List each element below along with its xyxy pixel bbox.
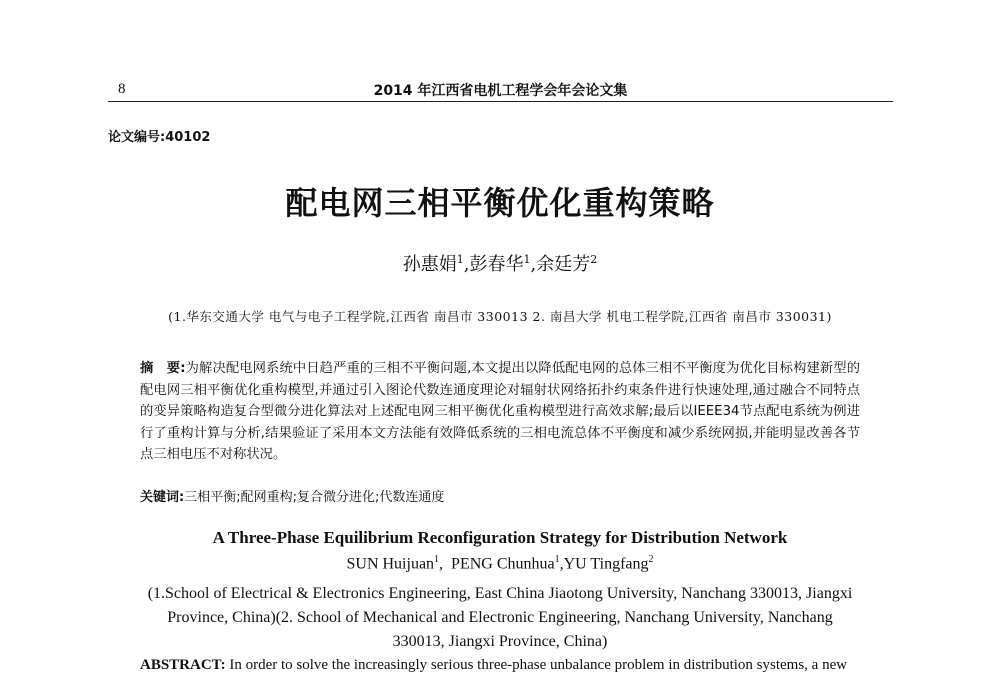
abstract-en — [140, 657, 860, 674]
paper-title-en: A Three-Phase Equilibrium Reconfiguration Strategy for Distribution Network — [212, 528, 788, 547]
author-affil-mark: 1 — [554, 554, 560, 565]
abstract-text-en: In order to solve the increasingly serious three-phase unbalance problem in distribution systems, a new — [229, 657, 848, 673]
journal-title: 2014 年江西省电机工程学会年会论文集 — [373, 83, 628, 99]
affiliation-cn: (1.华东交通大学 电气与电子工程学院,江西省 南昌市 330013 2. 南昌大学 机电工程学院,江西省 南昌市 330031) — [168, 309, 832, 324]
author-separator: , — [463, 254, 470, 275]
author-separator: , — [530, 254, 537, 275]
author-affil-mark: 2 — [590, 253, 598, 266]
author-affil-mark: 1 — [523, 253, 531, 266]
running-header — [108, 79, 893, 102]
abstract-label-cn: 摘 要: — [140, 361, 186, 376]
author-name: 彭春华 — [469, 254, 524, 275]
author-name: 余廷芳 — [536, 254, 591, 275]
author-name: 孙惠娟 — [402, 254, 457, 275]
author-affil-mark: 1 — [456, 253, 464, 266]
author-affil-mark: 1 — [434, 554, 440, 565]
author-name-en: SUN Huijuan — [346, 555, 435, 573]
abstract-cn — [140, 358, 860, 466]
abstract-label-en: ABSTRACT: — [140, 657, 226, 673]
authors-en: SUN Huijuan$^1$, PENG Chunhua$^1$,YU Tingfang$^2$ — [346, 554, 654, 573]
authors-cn — [0, 250, 1000, 276]
keywords-cn — [140, 486, 444, 505]
affiliation-en: (1.School of Electrical & Electronics Engineering, East China Jiaotong University, Nanchang 330013, Jiangxi Province, China)(2. School of Mechanical and Electronic Engineering, Nanchang University, Nanchang 330013, Jiangxi Province, China) — [147, 585, 853, 650]
paper-title-cn: 配电网三相平衡优化重构策略 — [285, 184, 715, 222]
keywords-label-cn: 关键词: — [140, 490, 185, 505]
author-affil-mark: 2 — [648, 554, 654, 565]
author-name-en: PENG Chunhua — [451, 555, 555, 573]
keywords-text-cn: 三相平衡;配网重构;复合微分进化;代数连通度 — [184, 490, 445, 505]
page-number: 8 — [118, 81, 126, 97]
abstract-text-cn: 为解决配电网系统中日趋严重的三相不平衡问题,本文提出以降低配电网的总体三相不平衡度为优化目标构建新型的配电网三相平衡优化重构模型,并通过引入图论代数连通度理论对辐射状网络拓扑约束条件进行快速处理,通过融合不同特点的变异策略构造复合型微分进化算法对上述配电网三相平衡优化重构模型进行高效求解;最后以IEEE34节点配电系统为例进行了重构计算与分析,结果验证了采用本文方法能有效降低系统的三相电流总体不平衡度和减少系统网损,并能明显改善各节点三相电压不对称状况。 — [140, 361, 860, 462]
paper-id: 论文编号:40102 — [108, 130, 211, 145]
author-name-en: YU Tingfang — [563, 555, 649, 573]
